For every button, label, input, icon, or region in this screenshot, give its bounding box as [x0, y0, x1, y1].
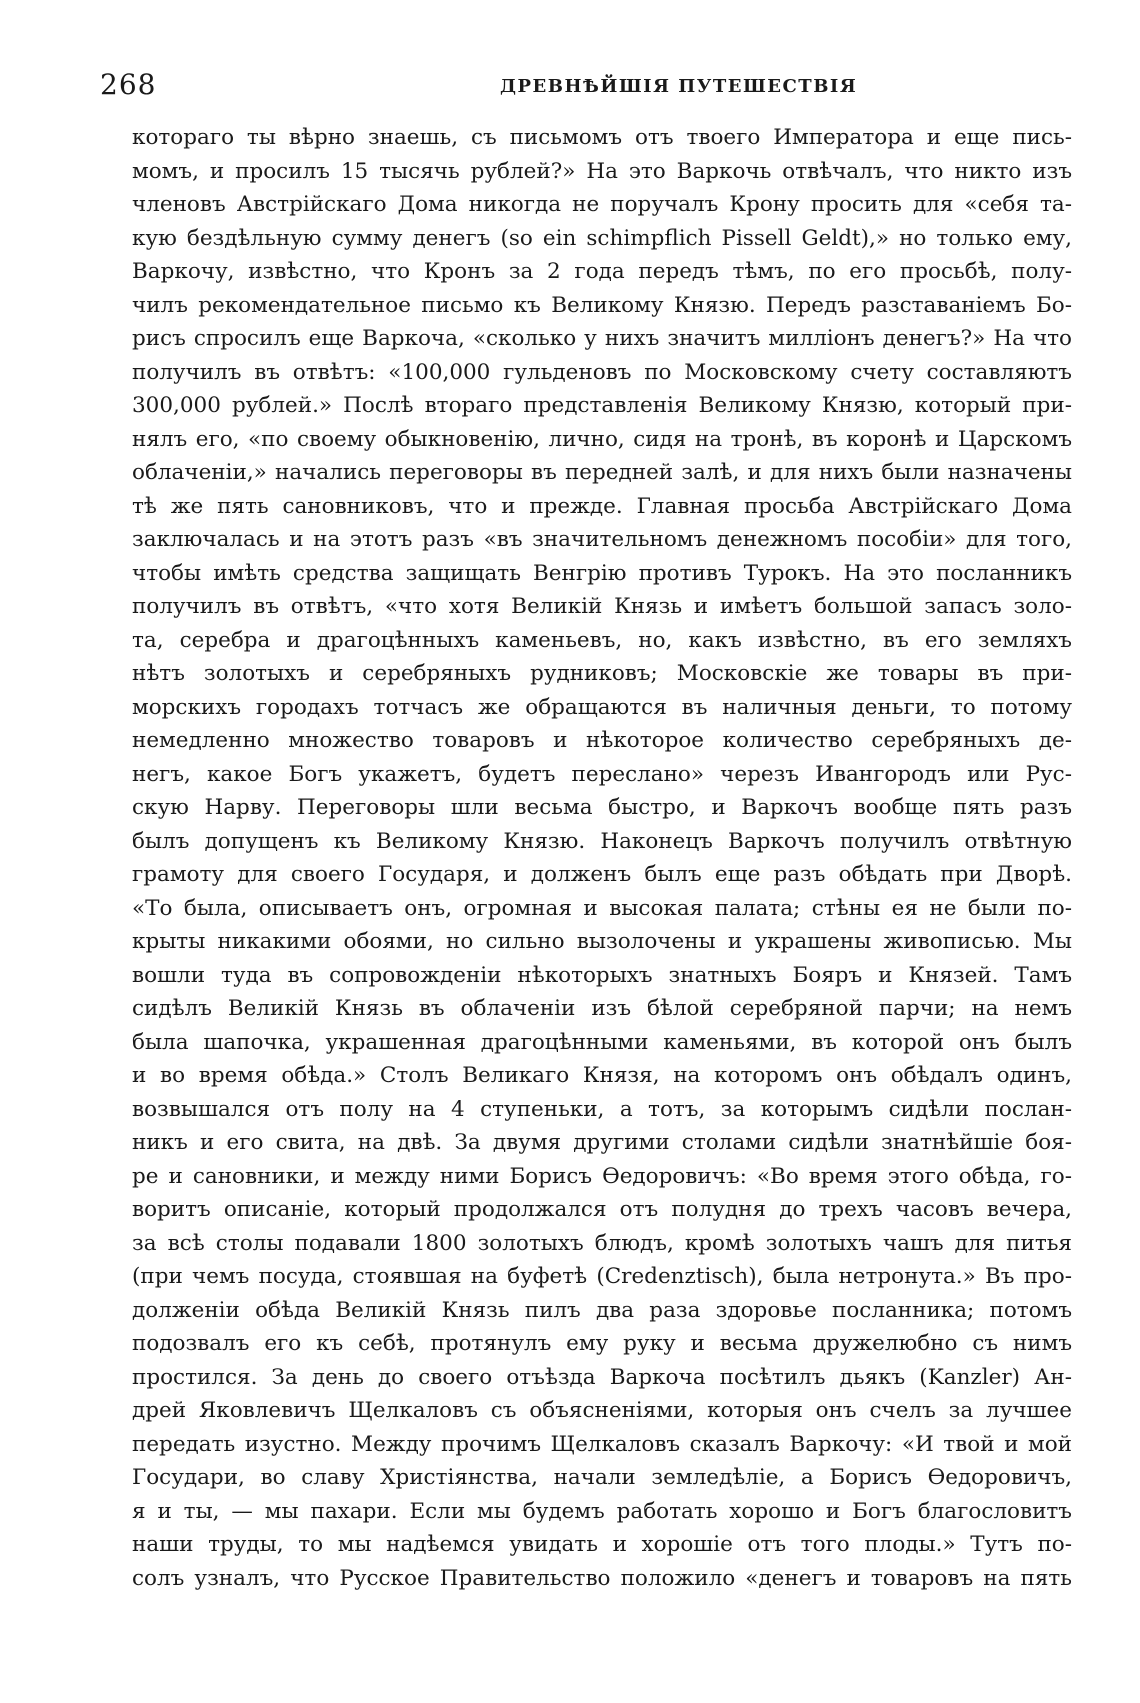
text-line: «То была, описываетъ онъ, огромная и высокая палата; стѣны ея не были по- — [132, 895, 1072, 921]
text-line: Варкочу, извѣстно, что Кронъ за 2 года передъ тѣмъ, по его просьбѣ, полу- — [132, 259, 1072, 284]
text-line: (при чемъ посуда, стоявшая на буфетѣ (Credenztisch), была нетронута.» Въ про- — [132, 1264, 1072, 1289]
text-line: нялъ его, «по своему обыкновенію, лично, сидя на тронѣ, въ коронѣ и Царскомъ — [132, 426, 1072, 452]
text-line: чтобы имѣть средства защищать Венгрію противъ Турокъ. На это посланникъ — [132, 560, 1072, 586]
text-line: тѣ же пять сановниковъ, что и прежде. Главная просьба Австрійскаго Дома — [132, 493, 1072, 519]
body-text — [132, 121, 1072, 1595]
text-line: та, серебра и драгоцѣнныхъ каменьевъ, но, какъ извѣстно, въ его земляхъ — [132, 627, 1072, 653]
text-line: воритъ описаніе, который продолжался отъ полудня до трехъ часовъ вечера, — [132, 1197, 1072, 1222]
text-line: сидѣлъ Великій Князь въ облаченіи изъ бѣлой серебряной парчи; на немъ — [132, 996, 1072, 1021]
text-line: была шапочка, украшенная драгоцѣнными каменьями, въ которой онъ былъ — [132, 1029, 1072, 1055]
text-line: былъ допущенъ къ Великому Князю. Наконецъ Варкочъ получилъ отвѣтную — [132, 828, 1072, 854]
text-line: рисъ спросилъ еще Варкоча, «сколько у нихъ значитъ милліонъ денегъ?» На что — [132, 326, 1072, 351]
text-line: котораго ты вѣрно знаешь, съ письмомъ отъ твоего Императора и еще пись- — [132, 125, 1072, 150]
running-head — [100, 68, 1080, 102]
text-line: солъ узналъ, что Русское Правительство положило «денегъ и товаровъ на пять — [132, 1565, 1072, 1591]
text-line: за всѣ столы подавали 1800 золотыхъ блюдъ, кромѣ золотыхъ чашъ для питья — [132, 1230, 1072, 1256]
text-line: облаченіи,» начались переговоры въ передней залѣ, и для нихъ были назначены — [132, 460, 1072, 485]
text-line: чилъ рекомендательное письмо къ Великому Князю. Передъ разставаніемъ Бо- — [132, 292, 1072, 318]
text-line: момъ, и просилъ 15 тысячь рублей?» На это Варкочь отвѣчалъ, что никто изъ — [132, 158, 1072, 184]
text-line: наши труды, то мы надѣемся увидать и хорошіе отъ того плоды.» Тутъ по- — [132, 1532, 1072, 1557]
page-number: 268 — [100, 68, 157, 101]
text-line: нѣтъ золотыхъ и серебряныхъ рудниковъ; Московскіе же товары въ при- — [132, 661, 1072, 686]
text-line: возвышался отъ полу на 4 ступеньки, а тотъ, за которымъ сидѣли послан- — [132, 1096, 1072, 1122]
running-title: ДРЕВНѢЙШІЯ ПУТЕШЕСТВІЯ — [500, 76, 858, 97]
text-line: и во время обѣда.» Столъ Великаго Князя, на которомъ онъ обѣдалъ одинъ, — [132, 1063, 1072, 1088]
text-line: 300,000 рублей.» Послѣ втораго представленія Великому Князю, который при- — [132, 393, 1072, 418]
text-line: морскихъ городахъ тотчасъ же обращаются въ наличныя деньги, то потому — [132, 694, 1072, 720]
text-line: скую Нарву. Переговоры шли весьма быстро, и Варкочъ вообще пять разъ — [132, 795, 1072, 820]
text-line: заключалась и на этотъ разъ «въ значительномъ денежномъ пособіи» для того, — [132, 527, 1072, 552]
text-line: дрей Яковлевичъ Щелкаловъ съ объясненіями, которыя онъ счелъ за лучшее — [132, 1398, 1072, 1423]
text-line: членовъ Австрійскаго Дома никогда не поручалъ Крону просить для «себя та- — [132, 192, 1072, 217]
text-line: передать изустно. Между прочимъ Щелкаловъ сказалъ Варкочу: «И твой и мой — [132, 1431, 1072, 1457]
text-line: долженіи обѣда Великій Князь пилъ два раза здоровье посланника; потомъ — [132, 1297, 1072, 1323]
text-line: получилъ въ отвѣтъ, «что хотя Великій Князь и имѣетъ большой запасъ золо- — [132, 594, 1072, 619]
text-line: кую бездѣльную сумму денегъ (so ein schimpflich Pissell Geldt),» но только ему, — [132, 225, 1072, 251]
text-line: получилъ въ отвѣтъ: «100,000 гульденовъ по Московскому счету составляютъ — [132, 359, 1072, 385]
text-line: вошли туда въ сопровожденіи нѣкоторыхъ знатныхъ Бояръ и Князей. Тамъ — [132, 962, 1072, 988]
text-line: подозвалъ его къ себѣ, протянулъ ему руку и весьма дружелюбно съ нимъ — [132, 1331, 1072, 1356]
text-line: я и ты, — мы пахари. Если мы будемъ работать хорошо и Богъ благословитъ — [132, 1498, 1072, 1524]
text-line: простился. За день до своего отъѣзда Варкоча посѣтилъ дьякъ (Kanzler) Ан- — [132, 1364, 1072, 1390]
text-line: Государи, во славу Христіянства, начали земледѣліе, а Борисъ Ѳедоровичъ, — [132, 1465, 1072, 1490]
text-line: негъ, какое Богъ укажетъ, будетъ переслано» черезъ Ивангородъ или Рус- — [132, 761, 1072, 787]
text-line: крыты никакими обоями, но сильно вызолочены и украшены живописью. Мы — [132, 929, 1072, 954]
text-line: никъ и его свита, на двѣ. За двумя другими столами сидѣли знатнѣйшіе боя- — [132, 1130, 1072, 1155]
text-line: ре и сановники, и между ними Борисъ Ѳедоровичъ: «Во время этого обѣда, го- — [132, 1163, 1072, 1189]
text-line: немедленно множество товаровъ и нѣкоторое количество серебряныхъ де- — [132, 728, 1072, 753]
text-line: грамоту для своего Государя, и долженъ былъ еще разъ обѣдать при Дворѣ. — [132, 862, 1072, 887]
